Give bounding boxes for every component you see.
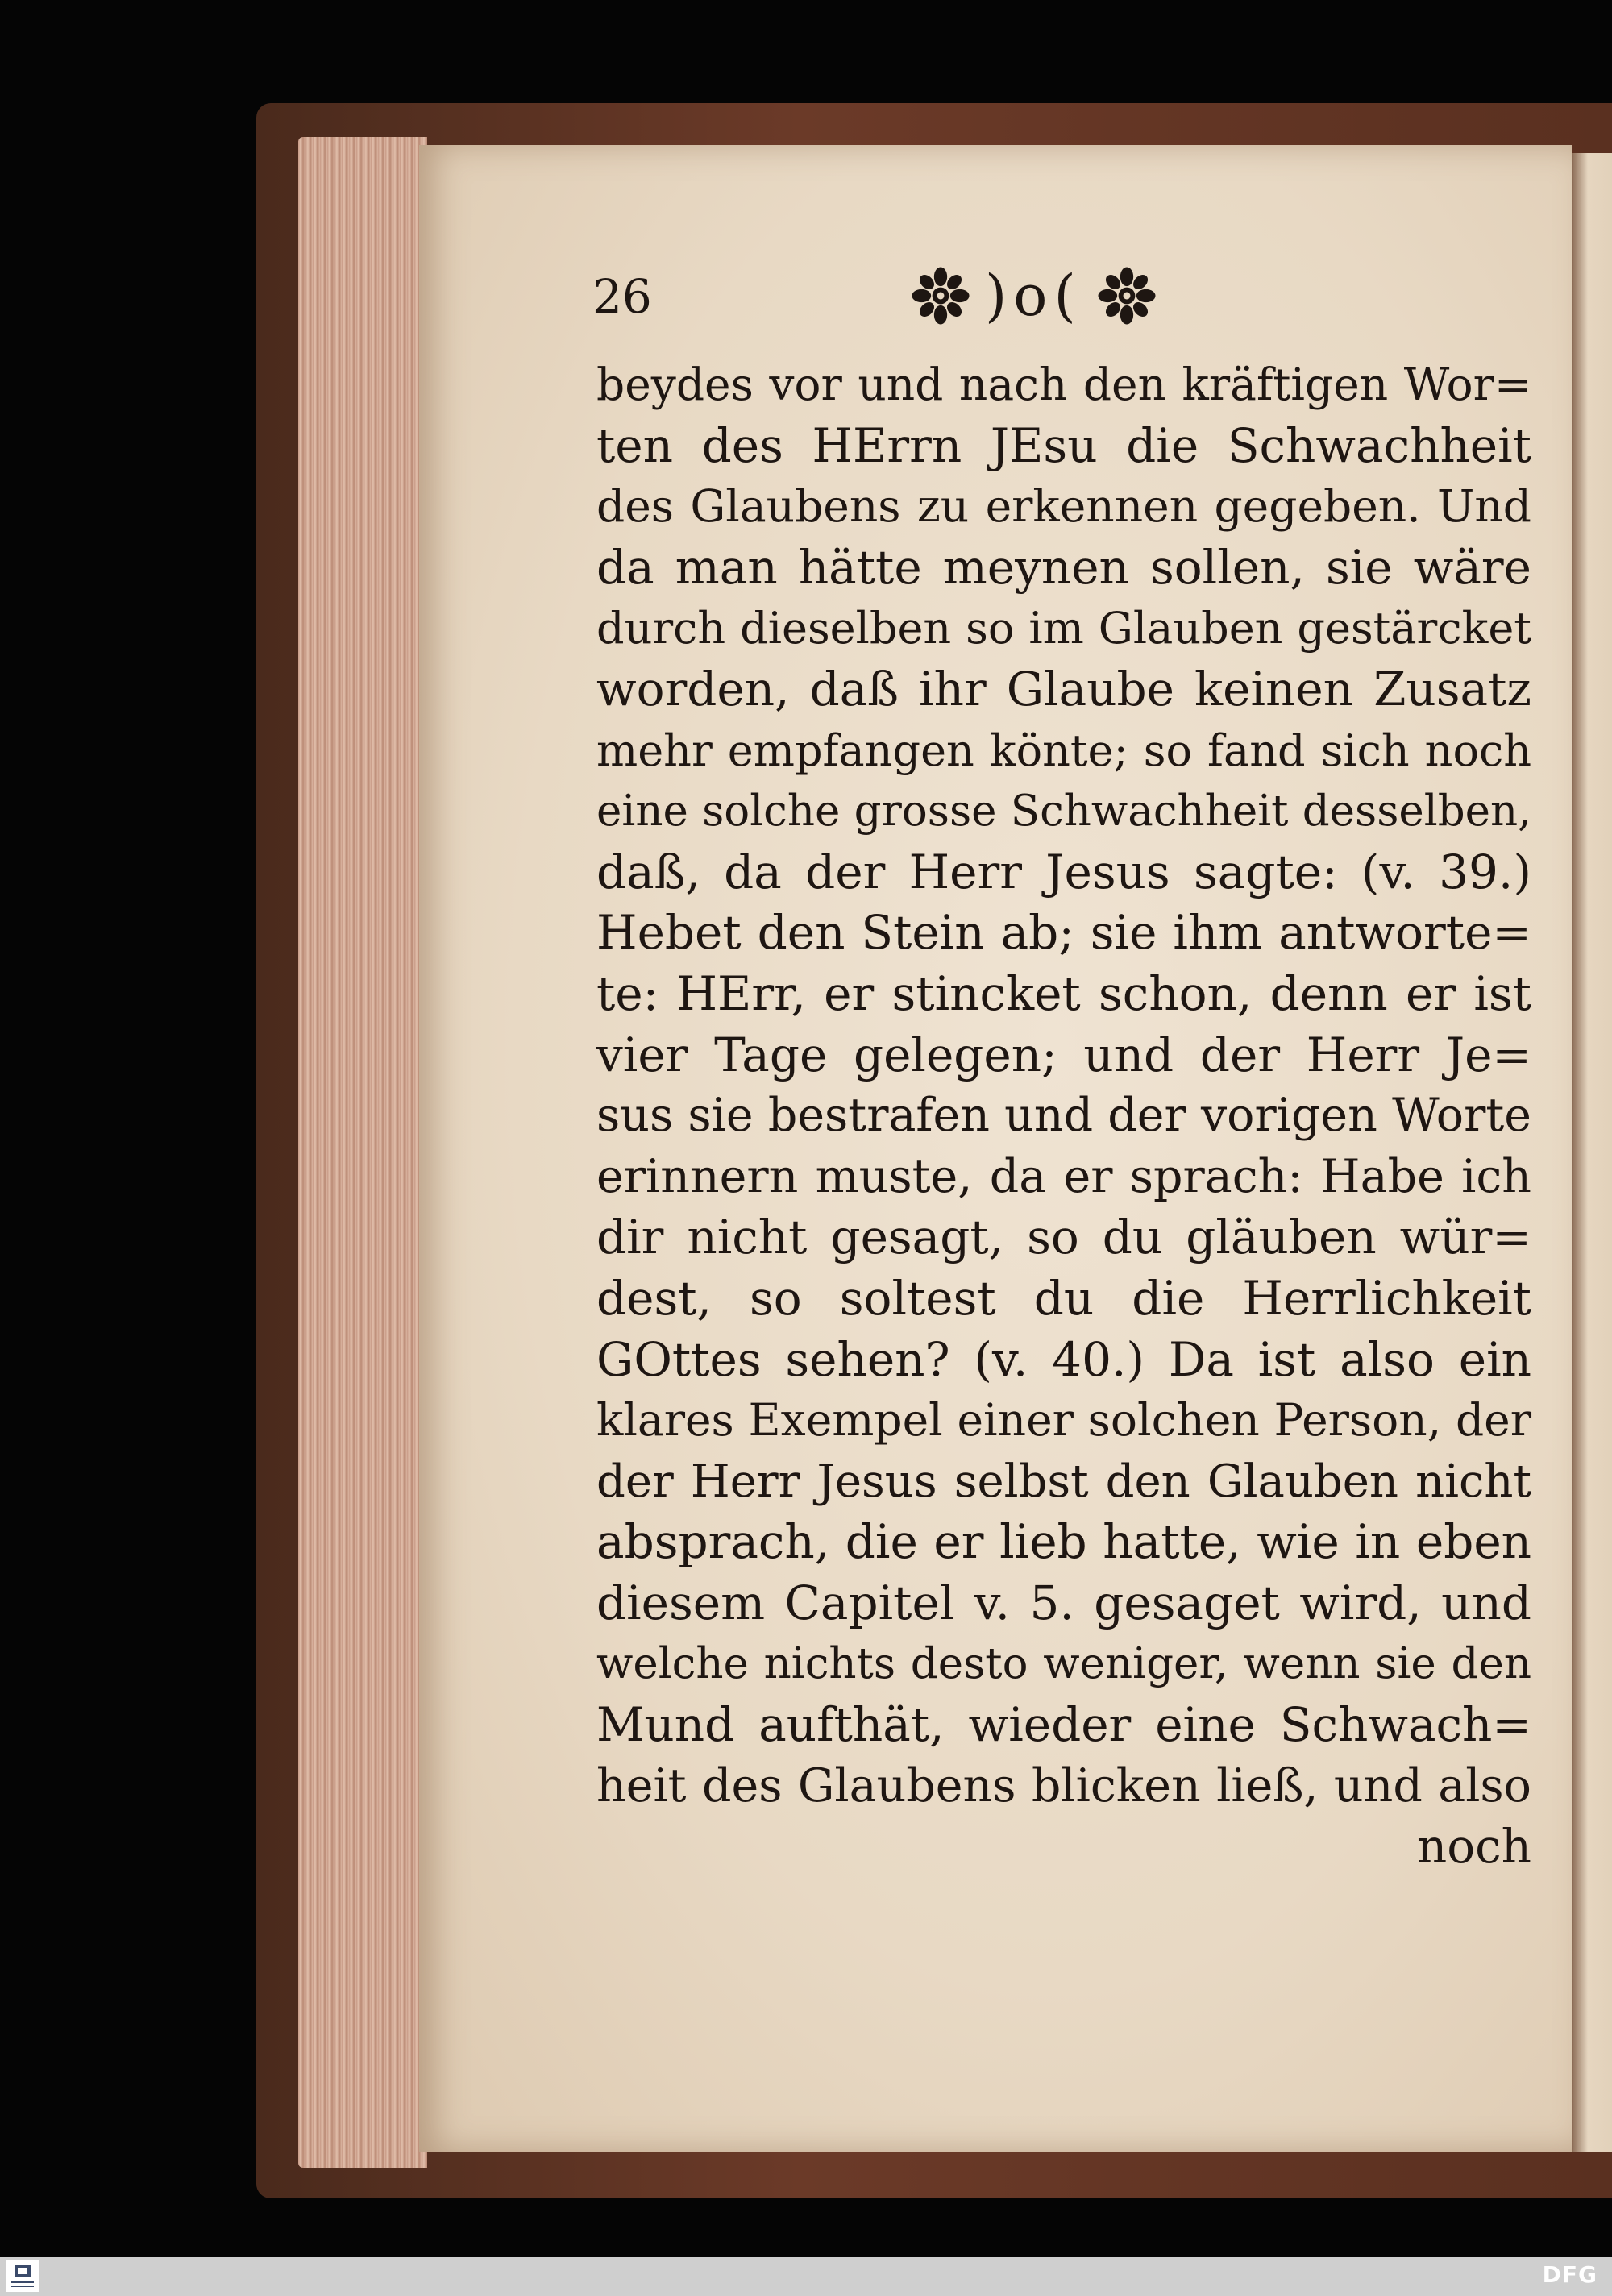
text-line: Hebet den Stein ab; sie ihm antworte= [596,905,1531,961]
text-line: da man hätte meynen sollen, sie wäre [596,539,1531,595]
text-line: klares Exempel einer solchen Person, der [596,1394,1531,1447]
text-line: beydes vor und nach den kräftigen Wor= [596,359,1531,410]
text-line: diesem Capitel v. 5. gesaget wird, und [596,1575,1531,1630]
text-line: absprach, die er lieb hatte, wie in eben [596,1514,1531,1570]
rosette-ornament-icon [911,266,970,326]
ornament-text: )o( [985,263,1082,329]
rosette-ornament-icon [1097,266,1157,326]
text-line: ten des HErrn JEsu die Schwachheit [596,417,1531,473]
page-number: 26 [592,269,652,324]
text-line: dir nicht gesagt, so du gläuben wür= [596,1210,1531,1265]
catchword: noch [1416,1819,1531,1875]
text-line: durch dieselben so im Glauben gestärcket [596,603,1531,654]
text-line: erinnern muste, da er sprach: Habe ich [596,1149,1531,1203]
text-line: eine solche grosse Schwachheit desselben, [596,787,1531,837]
text-line: welche nichts desto weniger, wenn sie den [596,1639,1531,1689]
text-line: vier Tage gelegen; und der Herr Je= [596,1027,1531,1082]
header-ornament [911,259,1157,332]
text-line: worden, daß ihr Glaube keinen Zusatz [596,661,1531,716]
facing-page-edge [1572,153,1612,2152]
text-line: des Glaubens zu erkennen gegeben. Und [596,480,1531,533]
text-line: Mund aufthät, wieder eine Schwach= [596,1697,1531,1753]
text-line: GOttes sehen? (v. 40.) Da ist also ein [596,1331,1531,1387]
page-header [592,259,1519,332]
text-line: daß, da der Herr Jesus sagte: (v. 39.) [596,844,1531,899]
text-line: heit des Glaubens blicken ließ, und also [596,1758,1531,1812]
viewer-footer-bar [0,2257,1612,2296]
text-line: sus sie bestrafen und der vorigen Worte [596,1089,1531,1143]
library-logo-icon [6,2260,39,2292]
text-line: dest, so soltest du die Herrlichkeit [596,1270,1531,1326]
body-text [596,355,1531,1878]
footer-brand: DFG [1542,2261,1597,2288]
page-edges [298,137,427,2168]
text-line: der Herr Jesus selbst den Glauben nicht [596,1455,1531,1508]
text-line: mehr empfangen könte; so fand sich noch [596,725,1531,776]
text-line: te: HErr, er stincket schon, denn er ist [596,965,1531,1021]
